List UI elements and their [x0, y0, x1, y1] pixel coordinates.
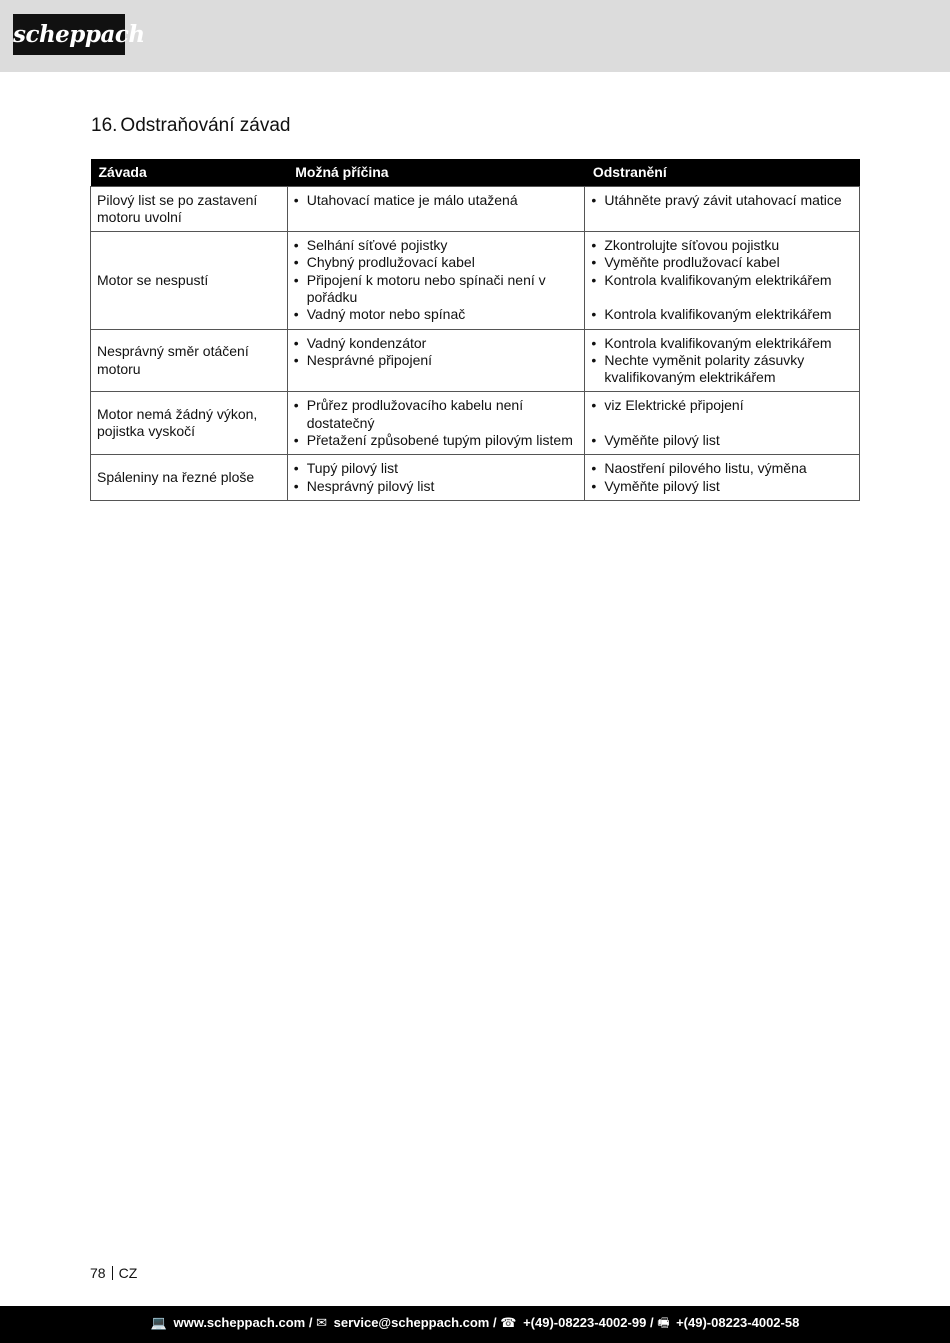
page-number: 78 [90, 1265, 106, 1281]
troubleshooting-table [90, 159, 860, 501]
page-reference [90, 1265, 137, 1281]
column-header-remedy: Odstranění [585, 159, 860, 186]
cause-item: • Přetažení způsobené tupým pilovým listem [294, 432, 579, 449]
fault-cell: Spáleniny na řezné ploše [91, 455, 288, 501]
remedy-item: • Nechte vyměnit polarity zásuvky kvalifikovaným elektrikářem [591, 352, 853, 387]
remedy-item: • Naostření pilového listu, výměna [591, 460, 853, 477]
remedy-cell [585, 392, 860, 455]
remedy-cell [585, 232, 860, 329]
footer-separator: / [649, 1315, 654, 1330]
remedy-item: • Kontrola kvalifikovaným elektrikářem [591, 306, 853, 323]
telephone-icon: ☎ [500, 1315, 517, 1330]
remedy-item: • Utáhněte pravý závit utahovací matice [591, 192, 853, 209]
fault-cell: Nesprávný směr otáčení motoru [91, 329, 288, 392]
cause-cell [287, 329, 585, 392]
list-spacer [591, 289, 853, 306]
envelope-icon: ✉ [316, 1315, 327, 1330]
footer-separator: / [493, 1315, 497, 1330]
cause-item: • Připojení k motoru nebo spínači není v pořádku [294, 272, 579, 307]
cause-item: • Chybný prodlužovací kabel [294, 254, 579, 271]
table-row [91, 232, 860, 329]
remedy-item: • Kontrola kvalifikovaným elektrikářem [591, 272, 853, 289]
remedy-item: • Zkontrolujte síťovou pojistku [591, 237, 853, 254]
cause-item: • Tupý pilový list [294, 460, 579, 477]
section-number: 16. [91, 115, 118, 136]
cause-item: • Utahovací matice je málo utažená [294, 192, 579, 209]
scheppach-logo: scheppach [13, 14, 125, 55]
remedy-item: • Vyměňte pilový list [591, 478, 853, 495]
section-title [91, 115, 290, 137]
footer-phone: +(49)-08223-4002-99 [523, 1315, 647, 1330]
column-header-cause: Možná příčina [287, 159, 585, 186]
list-spacer [591, 415, 853, 432]
table-row [91, 455, 860, 501]
cause-item: • Selhání síťové pojistky [294, 237, 579, 254]
cause-item: • Vadný motor nebo spínač [294, 306, 579, 323]
remedy-item: • Vyměňte pilový list [591, 432, 853, 449]
cause-cell [287, 455, 585, 501]
footer-website[interactable]: www.scheppach.com [173, 1315, 306, 1330]
section-title-text: Odstraňování závad [120, 115, 291, 136]
cause-cell [287, 232, 585, 329]
remedy-item: • viz Elektrické připojení [591, 397, 853, 414]
fault-cell: Pilový list se po zastavení motoru uvolní [91, 186, 288, 232]
table-row [91, 329, 860, 392]
page-language: CZ [118, 1265, 138, 1281]
cause-cell [287, 392, 585, 455]
fax-icon: 🖷 [657, 1315, 670, 1330]
footer-fax: +(49)-08223-4002-58 [676, 1315, 800, 1330]
cause-item: • Nesprávný pilový list [294, 478, 579, 495]
cause-item: • Vadný kondenzátor [294, 335, 579, 352]
computer-icon: 💻 [150, 1315, 167, 1330]
cause-item: • Nesprávné připojení [294, 352, 579, 369]
remedy-cell [585, 455, 860, 501]
cause-item: • Průřez prodlužovacího kabelu není dostatečný [294, 397, 579, 432]
table-row [91, 392, 860, 455]
remedy-item: • Kontrola kvalifikovaným elektrikářem [591, 335, 853, 352]
table-header-row [91, 159, 860, 186]
fault-cell: Motor se nespustí [91, 232, 288, 329]
footer-email[interactable]: service@scheppach.com [333, 1315, 490, 1330]
remedy-cell [585, 186, 860, 232]
page-separator [112, 1266, 113, 1280]
contact-footer [0, 1306, 950, 1343]
fault-cell: Motor nemá žádný výkon, pojistka vyskočí [91, 392, 288, 455]
header-band [0, 0, 950, 72]
table-row [91, 186, 860, 232]
footer-separator: / [308, 1315, 313, 1330]
column-header-fault: Závada [91, 159, 288, 186]
remedy-item: • Vyměňte prodlužovací kabel [591, 254, 853, 271]
cause-cell [287, 186, 585, 232]
remedy-cell [585, 329, 860, 392]
